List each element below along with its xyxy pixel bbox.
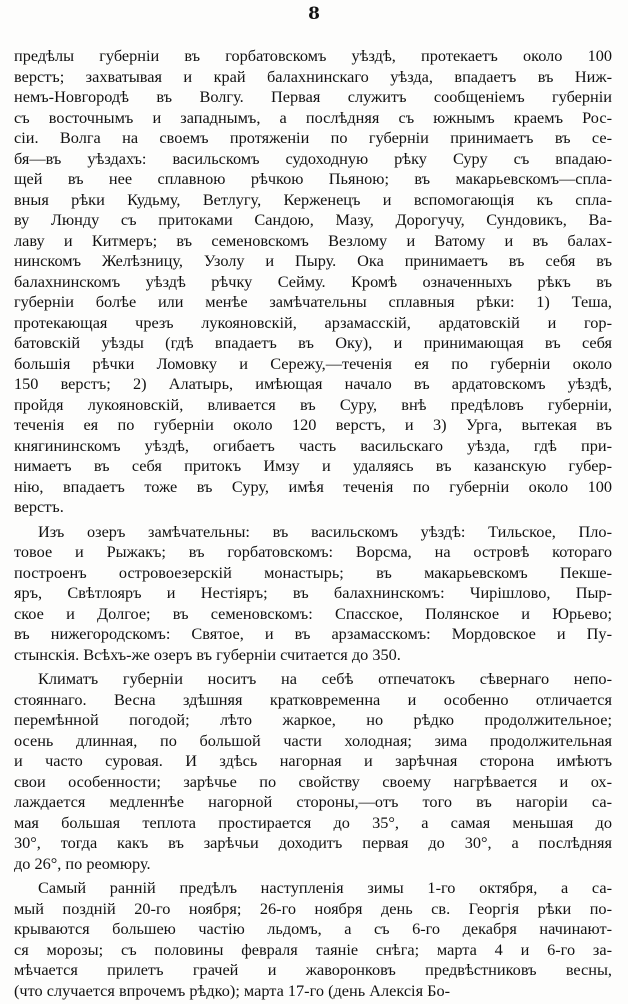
text-line: теченія ея по губерніи около 120 верстъ, и 3) Урга, вытекая въ — [14, 415, 612, 434]
text-line: осень длинная, по большой части холодная; зима продолжительная — [14, 730, 612, 750]
text-line: нимаетъ въ себя притокъ Имзу и удаляясь въ казанскую губер- — [14, 456, 612, 475]
text-line: сіи. Волга на своемъ протяженіи по губерніи принимаетъ въ се- — [14, 128, 612, 147]
text-line: (что случается впрочемъ рѣдко); марта 17-го (день Алексія Бо- — [14, 980, 451, 1000]
text-line: лаждается медленнѣе нагорной стороны,—отъ того въ нагоріи са- — [14, 792, 612, 811]
text-line: ву Люнду съ притоками Сандою, Мазу, Дорогучу, Сундовикъ, Ва- — [14, 210, 612, 229]
text-line: балахнинскомъ уѣздѣ рѣчку Сейму. Кромѣ означенныхъ рѣкъ въ — [14, 271, 612, 291]
text-line: верстъ; захватывая и край балахнинскаго уѣзда, впадаетъ въ Ниж- — [14, 66, 612, 86]
text-line: яръ, Свѣтлояръ и Нестіяръ; въ балахнинскомъ: Чирішлово, Пыр- — [14, 583, 612, 602]
text-line: ское и Долгое; въ семеновскомъ: Спасское, Полянское и Юрьево; — [14, 603, 612, 623]
text-line: мый поздній 20-го ноября; 26-го ноября день св. Георгія рѣки по- — [14, 898, 612, 918]
text-line: княгининскомъ уѣздѣ, огибаетъ часть васильскаго уѣзда, гдѣ при- — [14, 435, 612, 455]
text-line: пройдя лукояновскій, вливается въ Суру, внѣ предѣловъ губерніи, — [14, 394, 612, 414]
text-line: стояннаго. Весна здѣшняя кратковременна и особенно отличается — [14, 689, 612, 709]
text-line: мѣчается прилетъ грачей и жаворонковъ предвѣстниковъ весны, — [14, 960, 612, 979]
paragraph — [14, 878, 612, 1001]
text-line: верстъ. — [14, 497, 64, 516]
text-line: 150 верстъ; 2) Алатырь, имѣющая начало въ ардатовскомъ уѣздѣ, — [14, 374, 612, 393]
text-line: ся морозы; съ половины февраля таяніе снѣга; марта 4 и 6-го за- — [14, 939, 612, 959]
text-line: Изъ озеръ замѣчательны: въ васильскомъ уѣздѣ: Тильское, Пло- — [38, 521, 612, 541]
text-line: мая большая теплота простирается до 35°, а самая меньшая до — [14, 812, 612, 832]
text-line: немъ-Новгородѣ въ Волгу. Первая служитъ сообщеніемъ губерніи — [14, 87, 612, 106]
text-line: до 26°, по реомюру. — [14, 853, 151, 873]
text-line: съ восточнымъ и западнымъ, а послѣдняя съ южнымъ краемъ Рос- — [14, 107, 612, 127]
text-line: Климатъ губерніи носитъ на себѣ отпечатокъ сѣвернаго непо- — [38, 669, 612, 688]
text-line: перемѣнной погодой; лѣто жаркое, но рѣдко продолжительное; — [14, 710, 612, 729]
text-line: товое и Рыжакъ; въ горбатовскомъ: Ворсма, на островѣ котораго — [14, 542, 612, 561]
text-line: Самый ранній предѣлъ наступленія зимы 1-го октября, а са- — [38, 878, 612, 897]
text-line: нію, впадаетъ тоже въ Суру, имѣя теченія по губерніи около 100 — [14, 476, 612, 496]
text-line: стынскія. Всѣхъ-же озеръ въ губерніи считается до 350. — [14, 644, 401, 664]
text-line: построенъ островоезерскій монастырь; въ макарьевскомъ Пекше- — [14, 562, 612, 582]
text-line: вныя рѣки Кудьму, Ветлугу, Керженецъ и вспомогающія къ спла- — [14, 189, 612, 209]
text-line: нинскомъ Желѣзницу, Узолу и Пыру. Ока принимаетъ въ себя въ — [14, 251, 612, 270]
text-line: бя—въ уѣздахъ: васильскомъ судоходную рѣку Суру съ впадаю- — [14, 148, 612, 168]
text-line: предѣлы губерніи въ горбатовскомъ уѣздѣ, протекаетъ около 100 — [14, 46, 612, 65]
paragraph — [14, 522, 612, 666]
paragraph — [14, 46, 612, 518]
text-line: въ нижегородскомъ: Святое, и въ арзамасскомъ: Мордовское и Пу- — [14, 624, 612, 643]
text-line: свои особенности; зарѣчье по свойству своему нагрѣвается и ох- — [14, 771, 612, 791]
text-line: крываются большею частію льдомъ, а съ 6-го декабря начинают- — [14, 919, 612, 938]
text-line: щей въ нее сплавною рѣчкою Пьяною; въ макарьевскомъ—спла- — [14, 169, 612, 188]
text-line: лаву и Китмеръ; въ семеновскомъ Везлому и Ватому и въ балах- — [14, 230, 612, 250]
text-line: протекающая чрезъ лукояновскій, арзамасскій, ардатовскій и гор- — [14, 312, 612, 332]
text-line: большія рѣчки Ломовку и Сережу,—теченія ея по губерніи около — [14, 353, 612, 373]
paragraph — [14, 669, 612, 874]
text-line: и часто суровая. И здѣсь нагорная и зарѣчная сторона имѣютъ — [14, 751, 612, 770]
page-number: 8 — [308, 4, 320, 24]
text-body — [14, 46, 612, 1001]
text-line: батовскій уѣзды (гдѣ впадаетъ въ Оку), и принимающая въ себя — [14, 333, 612, 352]
text-line: 30°, тогда какъ въ зарѣчьи доходитъ первая до 30°, а послѣдняя — [14, 833, 612, 852]
text-line: губерніи болѣе или менѣе замѣчательны сплавныя рѣки: 1) Теша, — [14, 292, 612, 311]
